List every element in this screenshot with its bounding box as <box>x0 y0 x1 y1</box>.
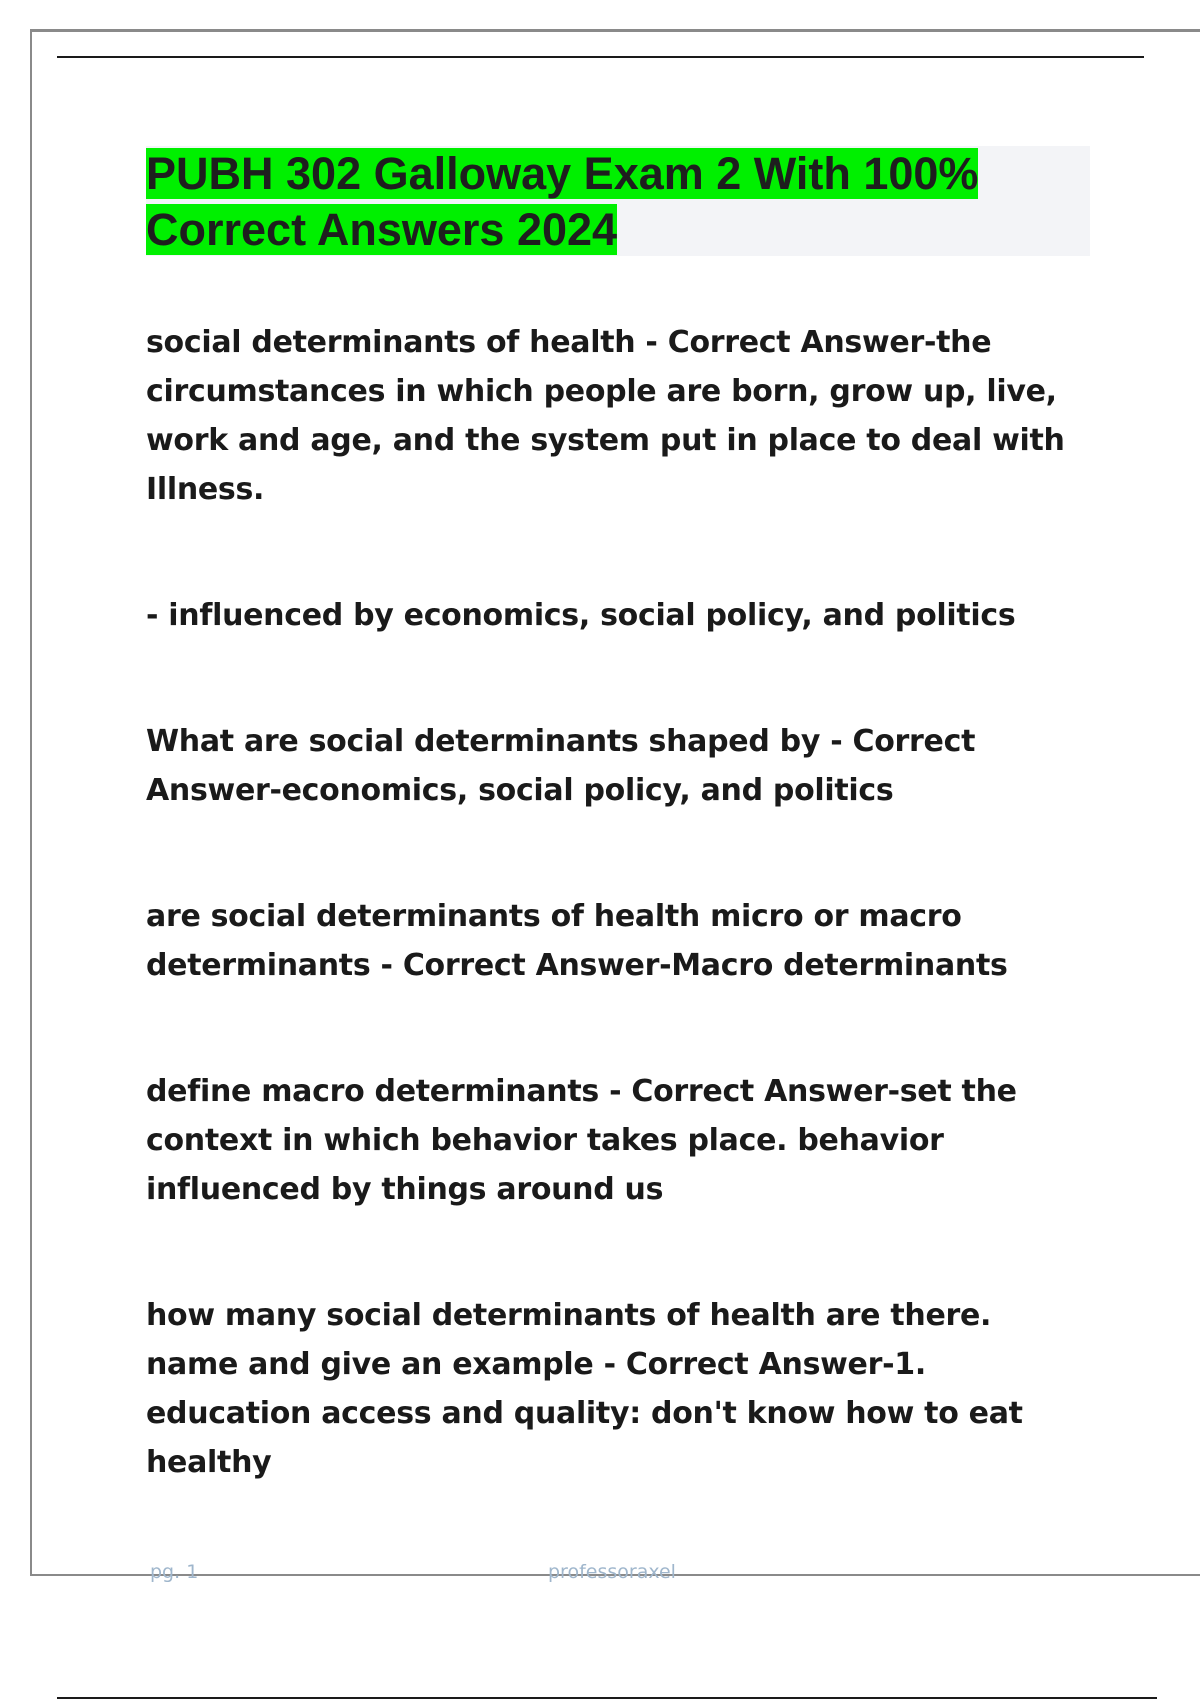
qa-entry: are social determinants of health micro or macro determinants - Correct Answer-Macro determinants <box>146 899 1008 983</box>
qa-entry: - influenced by economics, social policy, and politics <box>146 598 1016 633</box>
document-title <box>146 146 1090 258</box>
footer-author: professoraxel <box>548 1561 676 1583</box>
page-frame-left <box>30 29 32 1575</box>
footer-page-number: pg. 1 <box>150 1561 199 1583</box>
title-highlight: PUBH 302 Galloway Exam 2 With 100% Correct Answers 2024 <box>146 148 979 255</box>
header-rule <box>57 56 1144 58</box>
qa-entry: define macro determinants - Correct Answer-set the context in which behavior takes place. behavior influenced by things around us <box>146 1074 1017 1207</box>
document-body <box>146 318 1091 1487</box>
page-frame-top <box>30 29 1200 32</box>
title-block <box>146 146 1090 256</box>
qa-entry: social determinants of health - Correct Answer-the circumstances in which people are born, grow up, live, work and age, and the system put in place to deal with Illness. <box>146 325 1065 507</box>
qa-entry: how many social determinants of health are there. name and give an example - Correct Answer-1. education access and quality: don't know how to eat healthy <box>146 1298 1023 1480</box>
footer-rule <box>57 1697 1157 1699</box>
qa-entry: What are social determinants shaped by - Correct Answer-economics, social policy, and politics <box>146 724 976 808</box>
